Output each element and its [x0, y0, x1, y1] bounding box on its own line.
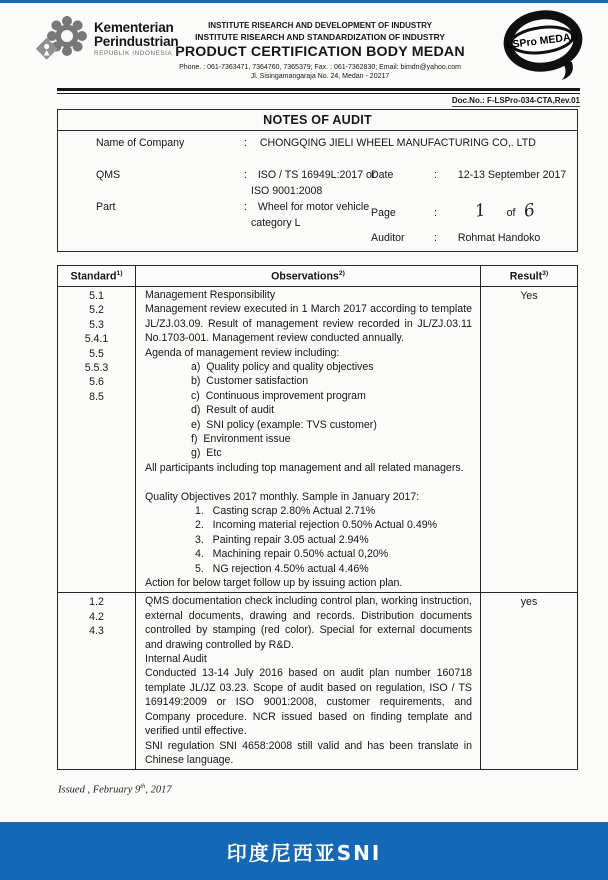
company-field — [96, 137, 536, 149]
obs-paragraph: QMS documentation check including control plan, working instruction, external documents, drawing and records. Distribution documents controlled by stamping (red color). Special for external documents and drawing controlled by R&D. — [145, 595, 472, 651]
ministry-line3: REPUBLIK INDONESIA — [94, 50, 173, 57]
obs-number-list — [145, 504, 472, 576]
obs-list-item: 1. Casting scrap 2.80% Actual 2.71% — [195, 505, 376, 518]
result-cell: Yes — [520, 289, 538, 302]
standards-cell — [58, 287, 136, 593]
obs-list-item: b) Customer satisfaction — [191, 375, 309, 388]
obs-paragraph: Management review executed in 1 March 2017 according to template JL/ZJ.03.09. Result of management review recorded in JL/ZJ.03.11 No.1703-001. Management review conducted annually. — [145, 303, 472, 345]
observations-cell — [136, 593, 481, 769]
table-header-row — [58, 266, 577, 287]
obs-paragraph: Action for below target follow up by issuing action plan. — [145, 577, 403, 590]
company-label: Name of Company — [96, 137, 185, 149]
header-standard-sup: 1) — [116, 270, 123, 277]
document-header — [0, 0, 608, 88]
part-separator: : — [243, 201, 247, 213]
address-line: Jl. Sisingamangaraja No. 24, Medan - 20217 — [250, 72, 390, 80]
handwritten-total-pages: 6 — [522, 200, 537, 222]
obs-list-item: 3. Painting repair 3.05 actual 2.94% — [195, 533, 369, 546]
lspro-logo-text: LSPro MEDAN — [505, 30, 579, 52]
organization-header — [148, 21, 492, 81]
part-value-line1: Wheel for motor vehicle — [257, 201, 370, 213]
header-result — [481, 266, 577, 286]
obs-paragraph: Management Responsibility — [145, 288, 276, 301]
obs-list-item: c) Continuous improvement program — [191, 389, 366, 402]
header-observations-sup: 2) — [338, 270, 345, 277]
header-observations-label: Observations — [271, 270, 339, 283]
standard-clause: 5.5 — [89, 347, 104, 360]
standard-clause: 5.3 — [89, 318, 104, 331]
auditor-label: Auditor — [371, 232, 405, 244]
auditor-value: Rohmat Handoko — [457, 232, 541, 244]
org-line2: INSTITUTE RISEARCH AND STANDARDIZATION OF INDUSTRY — [195, 31, 445, 42]
date-value: 12-13 September 2017 — [457, 169, 567, 181]
standard-clause: 5.6 — [89, 376, 104, 389]
issued-ordinal: th — [140, 783, 146, 790]
part-field — [96, 201, 369, 213]
obs-list-item: g) Etc — [191, 447, 222, 460]
part-label: Part — [96, 201, 116, 213]
company-value: CHONGQING JIELI WHEEL MANUFACTURING CO,. LTD — [259, 137, 536, 149]
header-result-sup: 3) — [542, 270, 549, 277]
header-result-label: Result — [509, 270, 543, 283]
obs-list-item: a) Quality policy and quality objectives — [191, 360, 374, 373]
obs-list-item: e) SNI policy (example: TVS customer) — [191, 418, 377, 431]
date-label: Date — [371, 169, 394, 181]
obs-list-item: d) Result of audit — [191, 404, 275, 417]
standard-clause: 5.4.1 — [84, 333, 109, 346]
obs-list-item: 2. Incoming material rejection 0.50% Actual 0.49% — [195, 519, 438, 532]
doc-number: Doc.No.: F-LSPro-034-CTA,Rev.01 — [451, 96, 580, 105]
auditor-separator: : — [433, 232, 437, 244]
contact-line: Phone. : 061-7363471, 7364760, 7365379; Fax. : 061-7362830; Email: bimdn@yahoo.com — [179, 63, 461, 71]
qms-separator: : — [243, 169, 247, 181]
lspro-medan-logo — [500, 10, 588, 89]
standard-clause: 5.2 — [89, 304, 104, 317]
gear-logo-icon — [34, 14, 88, 64]
obs-list-item: f) Environment issue — [191, 433, 291, 445]
obs-letter-list — [145, 360, 472, 461]
company-separator: : — [243, 137, 247, 149]
header-standard — [58, 266, 136, 286]
qms-value-line2: ISO 9001:2008 — [251, 185, 323, 197]
standard-clause: 5.1 — [89, 289, 104, 302]
notes-of-audit-box — [57, 109, 578, 252]
blank-line — [145, 475, 472, 489]
lspro-q-icon — [500, 10, 588, 84]
obs-paragraph: Conducted 13-14 July 2016 based on audit plan number 160718 template JL/JZ 03.23. Scope of audit based on regulation, ISO / TS 169149:2009 or ISO 9001:2008, customer requirements, and Company procedure. NCR issued based on finding template and verified until effective. — [145, 667, 472, 738]
header-standard-label: Standard — [70, 270, 117, 283]
standard-clause: 1.2 — [89, 596, 104, 609]
date-separator: : — [433, 169, 437, 181]
standard-clause: 4.2 — [89, 610, 104, 623]
obs-paragraph: Internal Audit — [145, 653, 207, 666]
banner-text: 印度尼西亚SNI — [226, 840, 382, 865]
obs-list-item: 4. Machining repair 0.50% actual 0,20% — [195, 548, 389, 561]
ministry-line2: Perindustrian — [94, 34, 179, 49]
header-observations — [136, 266, 481, 286]
header-divider-rule — [57, 88, 580, 94]
standard-clause: 4.3 — [89, 625, 104, 638]
observations-cell — [136, 287, 481, 593]
standards-cell — [58, 593, 136, 769]
issued-prefix: Issued , February 9 — [58, 784, 141, 796]
standard-clause: 8.5 — [89, 390, 104, 403]
qms-field — [96, 169, 375, 181]
page-separator: : — [433, 207, 437, 219]
form-title: NOTES OF AUDIT — [58, 110, 577, 131]
issued-suffix: , 2017 — [145, 784, 172, 796]
part-value-line2: category L — [251, 217, 301, 229]
handwritten-page-number: 1 — [473, 200, 488, 222]
issued-date — [58, 783, 172, 796]
obs-paragraph: All participants including top management and all related managers. — [145, 461, 464, 474]
result-cell: yes — [520, 596, 538, 609]
page-of-label: of — [506, 207, 516, 219]
qms-value-line1: ISO / TS 16949L:2017 or — [257, 169, 376, 181]
obs-paragraph: SNI regulation SNI 4658:2008 still valid and has been translate in Chinese language. — [145, 739, 472, 766]
table-row — [58, 287, 577, 594]
page-label: Page — [371, 207, 396, 219]
table-row — [58, 593, 577, 769]
obs-list-item: 5. NG rejection 4.50% actual 4.46% — [195, 562, 369, 575]
org-line3: PRODUCT CERTIFICATION BODY MEDAN — [175, 43, 465, 60]
auditor-field — [371, 232, 540, 244]
standard-clause: 5.5.3 — [84, 361, 109, 374]
qms-label: QMS — [96, 169, 121, 181]
org-line1: INSTITUTE RISEARCH AND DEVELOPMENT OF INDUSTRY — [208, 21, 432, 30]
obs-paragraph: Agenda of management review including: — [145, 346, 340, 359]
ministry-line1: Kementerian — [94, 20, 174, 35]
bottom-banner — [0, 822, 608, 880]
obs-paragraph: Quality Objectives 2017 monthly. Sample in January 2017: — [145, 490, 420, 503]
page-field — [371, 201, 535, 221]
date-field — [371, 169, 566, 181]
audit-observations-table — [57, 265, 578, 770]
